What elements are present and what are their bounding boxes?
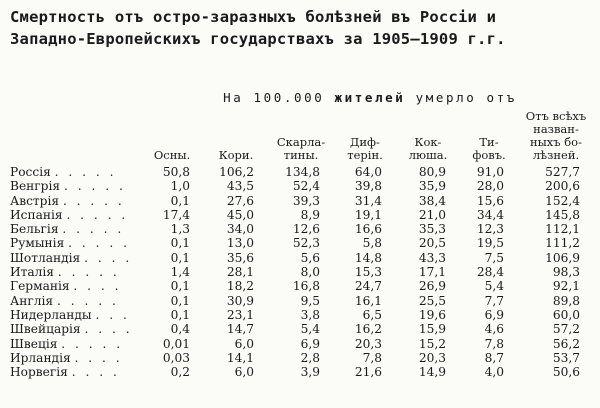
value-cell: 19,6	[418, 307, 446, 322]
column-header-line: Отъ всѣхъ	[525, 109, 587, 123]
leader-dots: . . . .	[84, 322, 133, 337]
value-cell: 39,3	[292, 193, 320, 208]
country-cell	[10, 322, 140, 336]
value-cell: 23,1	[226, 307, 254, 322]
subtitle-prefix: На 100.000	[223, 90, 335, 105]
table-row	[10, 294, 594, 308]
table-row	[10, 308, 594, 322]
value-cell: 35,3	[418, 222, 446, 237]
country-name: Бельгія	[10, 222, 59, 237]
country-cell	[10, 222, 140, 236]
value-cell: 17,4	[162, 207, 190, 222]
country-name: Нидерланды	[10, 307, 92, 322]
value-cell: 112,1	[545, 222, 580, 237]
value-cell: 35,9	[418, 179, 446, 194]
value-cell: 0,03	[162, 350, 190, 365]
value-cell: 6,9	[300, 336, 320, 351]
value-cell: 8,7	[484, 350, 504, 365]
value-cell: 20,3	[418, 350, 446, 365]
value-cell: 28,1	[226, 265, 254, 280]
value-cell: 20,3	[354, 336, 382, 351]
value-cell: 15,2	[418, 336, 446, 351]
value-cell: 16,2	[354, 322, 382, 337]
value-cell: 27,6	[226, 193, 254, 208]
value-cell: 13,0	[226, 236, 254, 251]
value-cell: 89,8	[552, 293, 580, 308]
column-header-line: назван-	[533, 122, 579, 136]
column-header	[268, 110, 334, 165]
header-row	[10, 110, 594, 165]
leader-dots: . . . . .	[66, 207, 129, 222]
value-cell: 25,5	[418, 293, 446, 308]
table-row	[10, 365, 594, 379]
table-row	[10, 351, 594, 365]
country-name: Австрія	[10, 193, 60, 208]
value-cell: 3,8	[300, 307, 320, 322]
value-cell: 5,6	[300, 250, 320, 265]
value-cell: 6,0	[234, 365, 254, 380]
value-cell: 7,5	[484, 250, 504, 265]
table-row	[10, 208, 594, 222]
value-cell: 0,1	[170, 193, 190, 208]
country-cell	[10, 308, 140, 322]
value-cell: 152,4	[545, 193, 580, 208]
value-cell: 24,7	[354, 279, 382, 294]
value-cell: 4,6	[484, 322, 504, 337]
leader-dots: . . . . .	[62, 222, 125, 237]
column-header	[396, 110, 460, 165]
country-cell	[10, 179, 140, 193]
value-cell: 45,0	[226, 207, 254, 222]
country-cell	[10, 365, 140, 379]
value-cell: 50,8	[162, 165, 190, 179]
value-cell: 5,4	[484, 279, 504, 294]
country-cell	[10, 337, 140, 351]
country-cell	[10, 265, 140, 279]
value-cell: 0,1	[170, 250, 190, 265]
column-header	[518, 110, 594, 165]
value-cell: 34,4	[476, 207, 504, 222]
leader-dots: . . . . .	[54, 165, 117, 179]
value-cell: 1,4	[170, 265, 190, 280]
value-cell: 106,9	[545, 250, 580, 265]
value-cell: 7,8	[362, 350, 382, 365]
value-cell: 92,1	[552, 279, 580, 294]
value-cell: 28,4	[476, 265, 504, 280]
country-name: Швеція	[10, 336, 58, 351]
value-cell: 0,1	[170, 307, 190, 322]
value-cell: 52,3	[292, 236, 320, 251]
value-cell: 60,0	[552, 307, 580, 322]
value-cell: 98,3	[552, 265, 580, 280]
column-header-line: Ти-	[479, 135, 499, 149]
country-name: Швейцарія	[10, 322, 81, 337]
table-row	[10, 322, 594, 336]
country-name: Италія	[10, 265, 54, 280]
leader-dots: . . . . .	[63, 179, 126, 194]
value-cell: 145,8	[545, 207, 580, 222]
value-cell: 3,9	[300, 365, 320, 380]
value-cell: 16,6	[354, 222, 382, 237]
value-cell: 80,9	[418, 165, 446, 179]
country-name: Ирландія	[10, 350, 71, 365]
value-cell: 19,1	[354, 207, 382, 222]
value-cell: 134,8	[285, 165, 320, 179]
table-row	[10, 279, 594, 293]
country-name: Венгрія	[10, 179, 61, 194]
table-header	[10, 110, 594, 165]
leader-dots: . . . .	[74, 350, 123, 365]
table-row	[10, 194, 594, 208]
leader-dots: . . . .	[84, 250, 133, 265]
value-cell: 39,8	[354, 179, 382, 194]
value-cell: 50,6	[552, 365, 580, 380]
value-cell: 91,0	[476, 165, 504, 179]
value-cell: 15,6	[476, 193, 504, 208]
table-row	[10, 265, 594, 279]
column-header	[140, 110, 204, 165]
value-cell: 7,8	[484, 336, 504, 351]
value-cell: 9,5	[300, 293, 320, 308]
country-name: Англія	[10, 293, 54, 308]
value-cell: 34,0	[226, 222, 254, 237]
value-cell: 0,4	[170, 322, 190, 337]
value-cell: 28,0	[476, 179, 504, 194]
value-cell: 43,5	[226, 179, 254, 194]
value-cell: 12,6	[292, 222, 320, 237]
value-cell: 5,8	[362, 236, 382, 251]
table-row	[10, 251, 594, 265]
country-cell	[10, 194, 140, 208]
leader-dots: . . . . .	[62, 193, 125, 208]
value-cell: 111,2	[545, 236, 580, 251]
column-header-line: терін.	[347, 148, 383, 162]
table-row	[10, 236, 594, 250]
value-cell: 14,9	[418, 365, 446, 380]
column-header-line: лѣзней.	[532, 148, 580, 162]
value-cell: 21,0	[418, 207, 446, 222]
country-name: Норвегія	[10, 365, 68, 380]
value-cell: 57,2	[552, 322, 580, 337]
leader-dots: . . . . .	[56, 293, 119, 308]
leader-dots: . . . .	[71, 365, 120, 380]
value-cell: 2,8	[300, 350, 320, 365]
value-cell: 106,2	[219, 165, 254, 179]
value-cell: 1,0	[170, 179, 190, 194]
value-cell: 38,4	[418, 193, 446, 208]
column-header	[204, 110, 268, 165]
table-row	[10, 179, 594, 193]
column-header	[334, 110, 396, 165]
value-cell: 7,7	[484, 293, 504, 308]
country-cell	[10, 236, 140, 250]
value-cell: 5,4	[300, 322, 320, 337]
value-cell: 12,3	[476, 222, 504, 237]
column-header-line: Скарла-	[276, 135, 326, 149]
value-cell: 17,1	[418, 265, 446, 280]
column-header-line: тины.	[283, 148, 319, 162]
value-cell: 30,9	[226, 293, 254, 308]
value-cell: 0,1	[170, 293, 190, 308]
subtitle-suffix: умерло отъ	[405, 90, 517, 105]
mortality-table	[10, 110, 594, 379]
column-header-line: Кок-	[414, 135, 442, 149]
value-cell: 8,9	[300, 207, 320, 222]
country-name: Испанія	[10, 207, 63, 222]
value-cell: 19,5	[476, 236, 504, 251]
value-cell: 1,3	[170, 222, 190, 237]
country-cell	[10, 279, 140, 293]
header-country	[10, 110, 140, 165]
column-header-line: Кори.	[218, 148, 254, 162]
leader-dots: . . .	[95, 307, 130, 322]
value-cell: 0,1	[170, 279, 190, 294]
country-cell	[10, 251, 140, 265]
country-name: Германія	[10, 279, 70, 294]
value-cell: 64,0	[354, 165, 382, 179]
country-cell	[10, 294, 140, 308]
value-cell: 21,6	[354, 365, 382, 380]
country-cell	[10, 351, 140, 365]
table-subtitle	[150, 90, 590, 105]
value-cell: 0,01	[162, 336, 190, 351]
country-name: Румынія	[10, 236, 65, 251]
value-cell: 35,6	[226, 250, 254, 265]
leader-dots: . . . . .	[68, 236, 131, 251]
column-header-line: люша.	[408, 148, 448, 162]
value-cell: 16,8	[292, 279, 320, 294]
title-line-1: Смертность отъ остро-заразныхъ болѣзней въ Россіи и	[10, 8, 497, 26]
country-name: Россія	[10, 165, 51, 179]
subtitle-bold: жителей	[334, 90, 406, 105]
value-cell: 16,1	[354, 293, 382, 308]
document-title	[10, 6, 594, 50]
country-cell	[10, 165, 140, 179]
table-row	[10, 165, 594, 179]
column-header	[460, 110, 518, 165]
value-cell: 4,0	[484, 365, 504, 380]
value-cell: 56,2	[552, 336, 580, 351]
value-cell: 6,9	[484, 307, 504, 322]
value-cell: 20,5	[418, 236, 446, 251]
column-header-line: Диф-	[350, 135, 380, 149]
value-cell: 52,4	[292, 179, 320, 194]
column-header-line: Осны.	[153, 148, 191, 162]
value-cell: 14,7	[226, 322, 254, 337]
leader-dots: . . . .	[73, 279, 122, 294]
country-cell	[10, 208, 140, 222]
value-cell: 8,0	[300, 265, 320, 280]
title-line-2: Западно-Европейскихъ государствахъ за 1905—1909 г.г.	[10, 30, 506, 48]
value-cell: 200,6	[545, 179, 580, 194]
leader-dots: . . . . .	[61, 336, 124, 351]
column-header-line: ныхъ бо-	[529, 135, 582, 149]
value-cell: 26,9	[418, 279, 446, 294]
value-cell: 31,4	[354, 193, 382, 208]
value-cell: 14,1	[226, 350, 254, 365]
value-cell: 43,3	[418, 250, 446, 265]
value-cell: 53,7	[552, 350, 580, 365]
value-cell: 0,1	[170, 236, 190, 251]
value-cell: 18,2	[226, 279, 254, 294]
table-row	[10, 222, 594, 236]
leader-dots: . . . . .	[57, 265, 120, 280]
table-row	[10, 337, 594, 351]
table-body	[10, 165, 594, 379]
value-cell: 14,8	[354, 250, 382, 265]
value-cell: 6,0	[234, 336, 254, 351]
value-cell: 0,2	[170, 365, 190, 380]
country-name: Шотландія	[10, 250, 81, 265]
value-cell: 15,3	[354, 265, 382, 280]
column-header-line: фовъ.	[472, 148, 506, 162]
value-cell: 527,7	[545, 165, 580, 179]
value-cell: 6,5	[362, 307, 382, 322]
value-cell: 15,9	[418, 322, 446, 337]
